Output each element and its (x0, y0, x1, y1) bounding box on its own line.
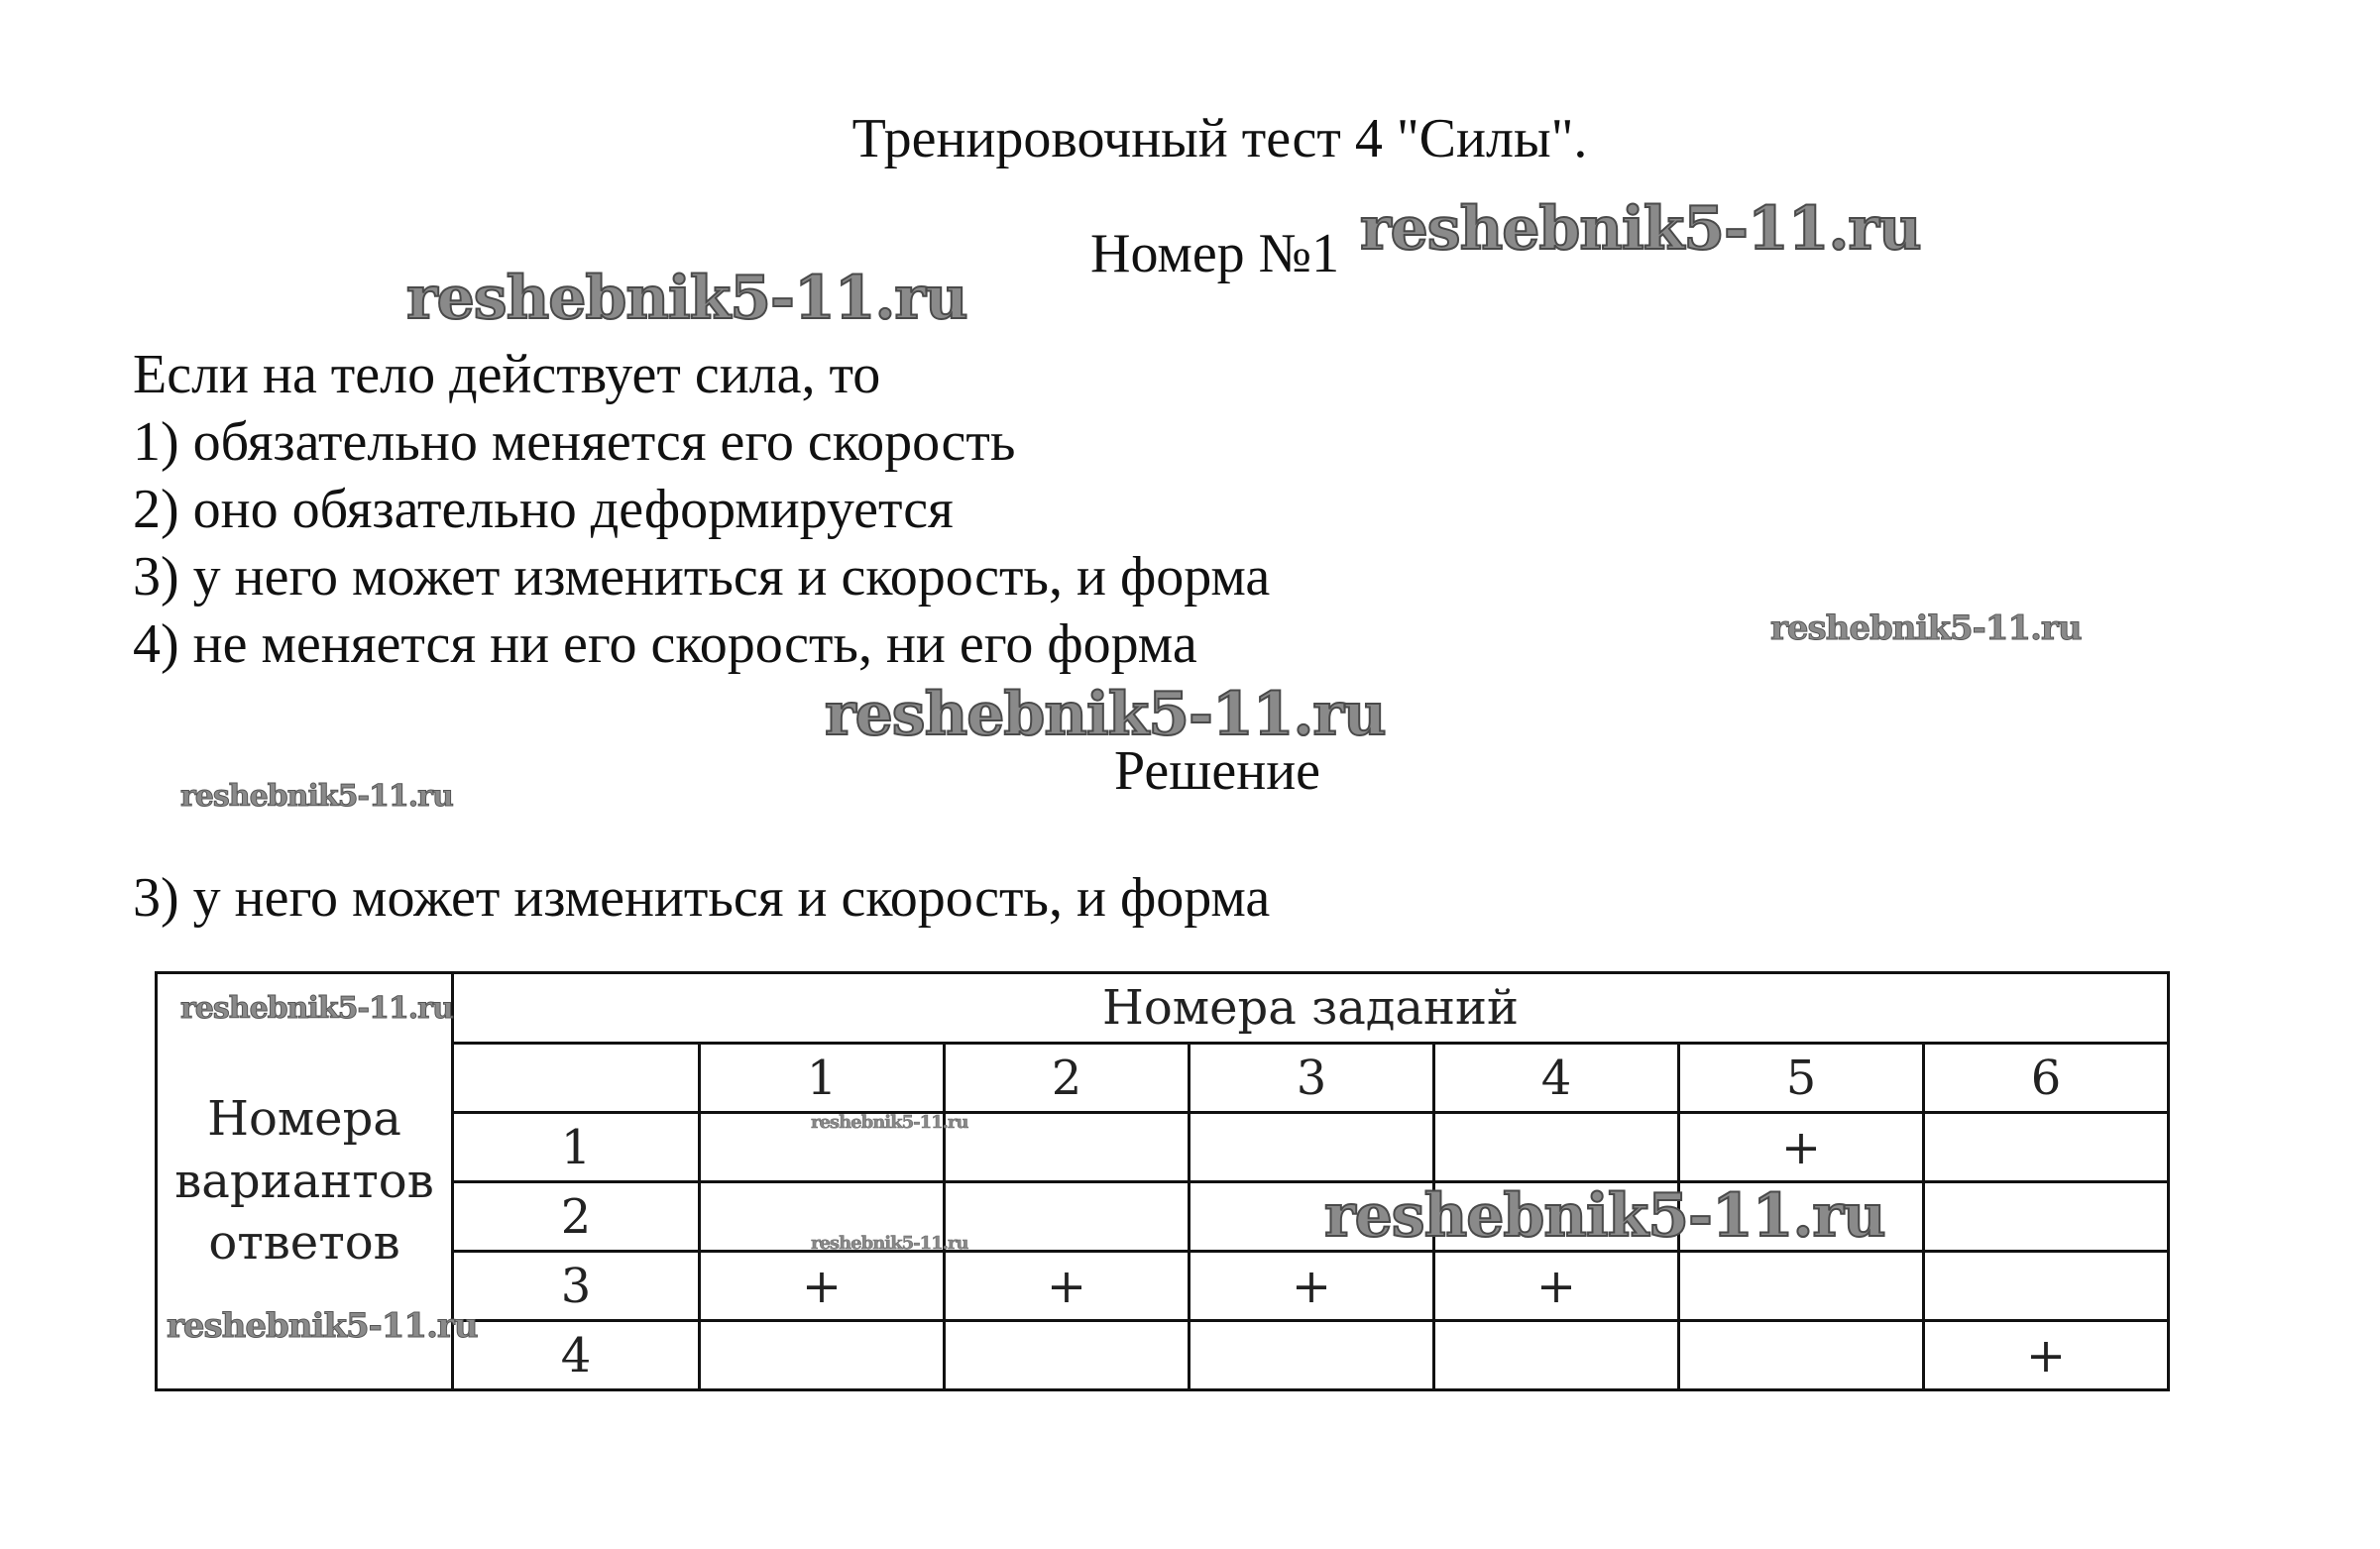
watermark: reshebnik5-11.ru (180, 779, 453, 814)
option-4: 4) не меняется ни его скорость, ни его форма (133, 613, 1197, 675)
table-cell: + (700, 1252, 945, 1321)
table-row (157, 1113, 2169, 1182)
watermark: reshebnik5-11.ru (1770, 609, 2082, 648)
task-number: 3 (1190, 1044, 1434, 1113)
solution-heading: Решение (1114, 740, 1321, 802)
question-text: Если на тело действует сила, то (133, 344, 881, 405)
watermark: reshebnik5-11.ru (825, 680, 1386, 749)
table-cell (945, 1321, 1190, 1390)
watermark: reshebnik5-11.ru (180, 991, 453, 1026)
table-cell (700, 1321, 945, 1390)
row-header-line: ответов (208, 1215, 400, 1272)
table-cell (1434, 1321, 1679, 1390)
table-cell: + (945, 1252, 1190, 1321)
table-cell (1190, 1321, 1434, 1390)
table-cell: + (1924, 1321, 2169, 1390)
watermark: reshebnik5-11.ru (1324, 1181, 1885, 1251)
task-number: 2 (945, 1044, 1190, 1113)
task-number: 4 (1434, 1044, 1679, 1113)
task-number: 5 (1679, 1044, 1924, 1113)
answer-text: 3) у него может измениться и скорость, и форма (133, 867, 1271, 929)
document-title: Тренировочный тест 4 "Силы". (851, 108, 1588, 169)
table-cell: + (1434, 1252, 1679, 1321)
task-numbers-header: Номера заданий (453, 973, 2169, 1044)
table-cell (1190, 1113, 1434, 1182)
watermark: reshebnik5-11.ru (811, 1112, 968, 1133)
table-cell: + (1679, 1113, 1924, 1182)
option-1: 1) обязательно меняется его скорость (133, 411, 1016, 473)
watermark: reshebnik5-11.ru (167, 1306, 478, 1346)
table-cell (1924, 1252, 2169, 1321)
table-cell (1434, 1113, 1679, 1182)
task-number: 6 (1924, 1044, 2169, 1113)
problem-number: Номер №1 (1090, 223, 1340, 284)
table-cell (1679, 1252, 1924, 1321)
task-number: 1 (700, 1044, 945, 1113)
table-cell (1679, 1321, 1924, 1390)
option-3: 3) у него может измениться и скорость, и форма (133, 546, 1271, 608)
row-header-line: Номера (207, 1091, 401, 1148)
variant-number: 2 (453, 1182, 700, 1252)
table-cell: + (1190, 1252, 1434, 1321)
watermark: reshebnik5-11.ru (811, 1233, 968, 1254)
variant-number: 4 (453, 1321, 700, 1390)
table-cell (1924, 1113, 2169, 1182)
variant-number: 3 (453, 1252, 700, 1321)
option-2: 2) оно обязательно деформируется (133, 479, 954, 540)
variant-number: 1 (453, 1113, 700, 1182)
watermark: reshebnik5-11.ru (406, 264, 967, 333)
table-cell (945, 1182, 1190, 1252)
table-cell (1924, 1182, 2169, 1252)
empty-header-cell (453, 1044, 700, 1113)
table-cell (945, 1113, 1190, 1182)
row-header-line: вариантов (174, 1153, 434, 1209)
watermark: reshebnik5-11.ru (1360, 194, 1921, 264)
